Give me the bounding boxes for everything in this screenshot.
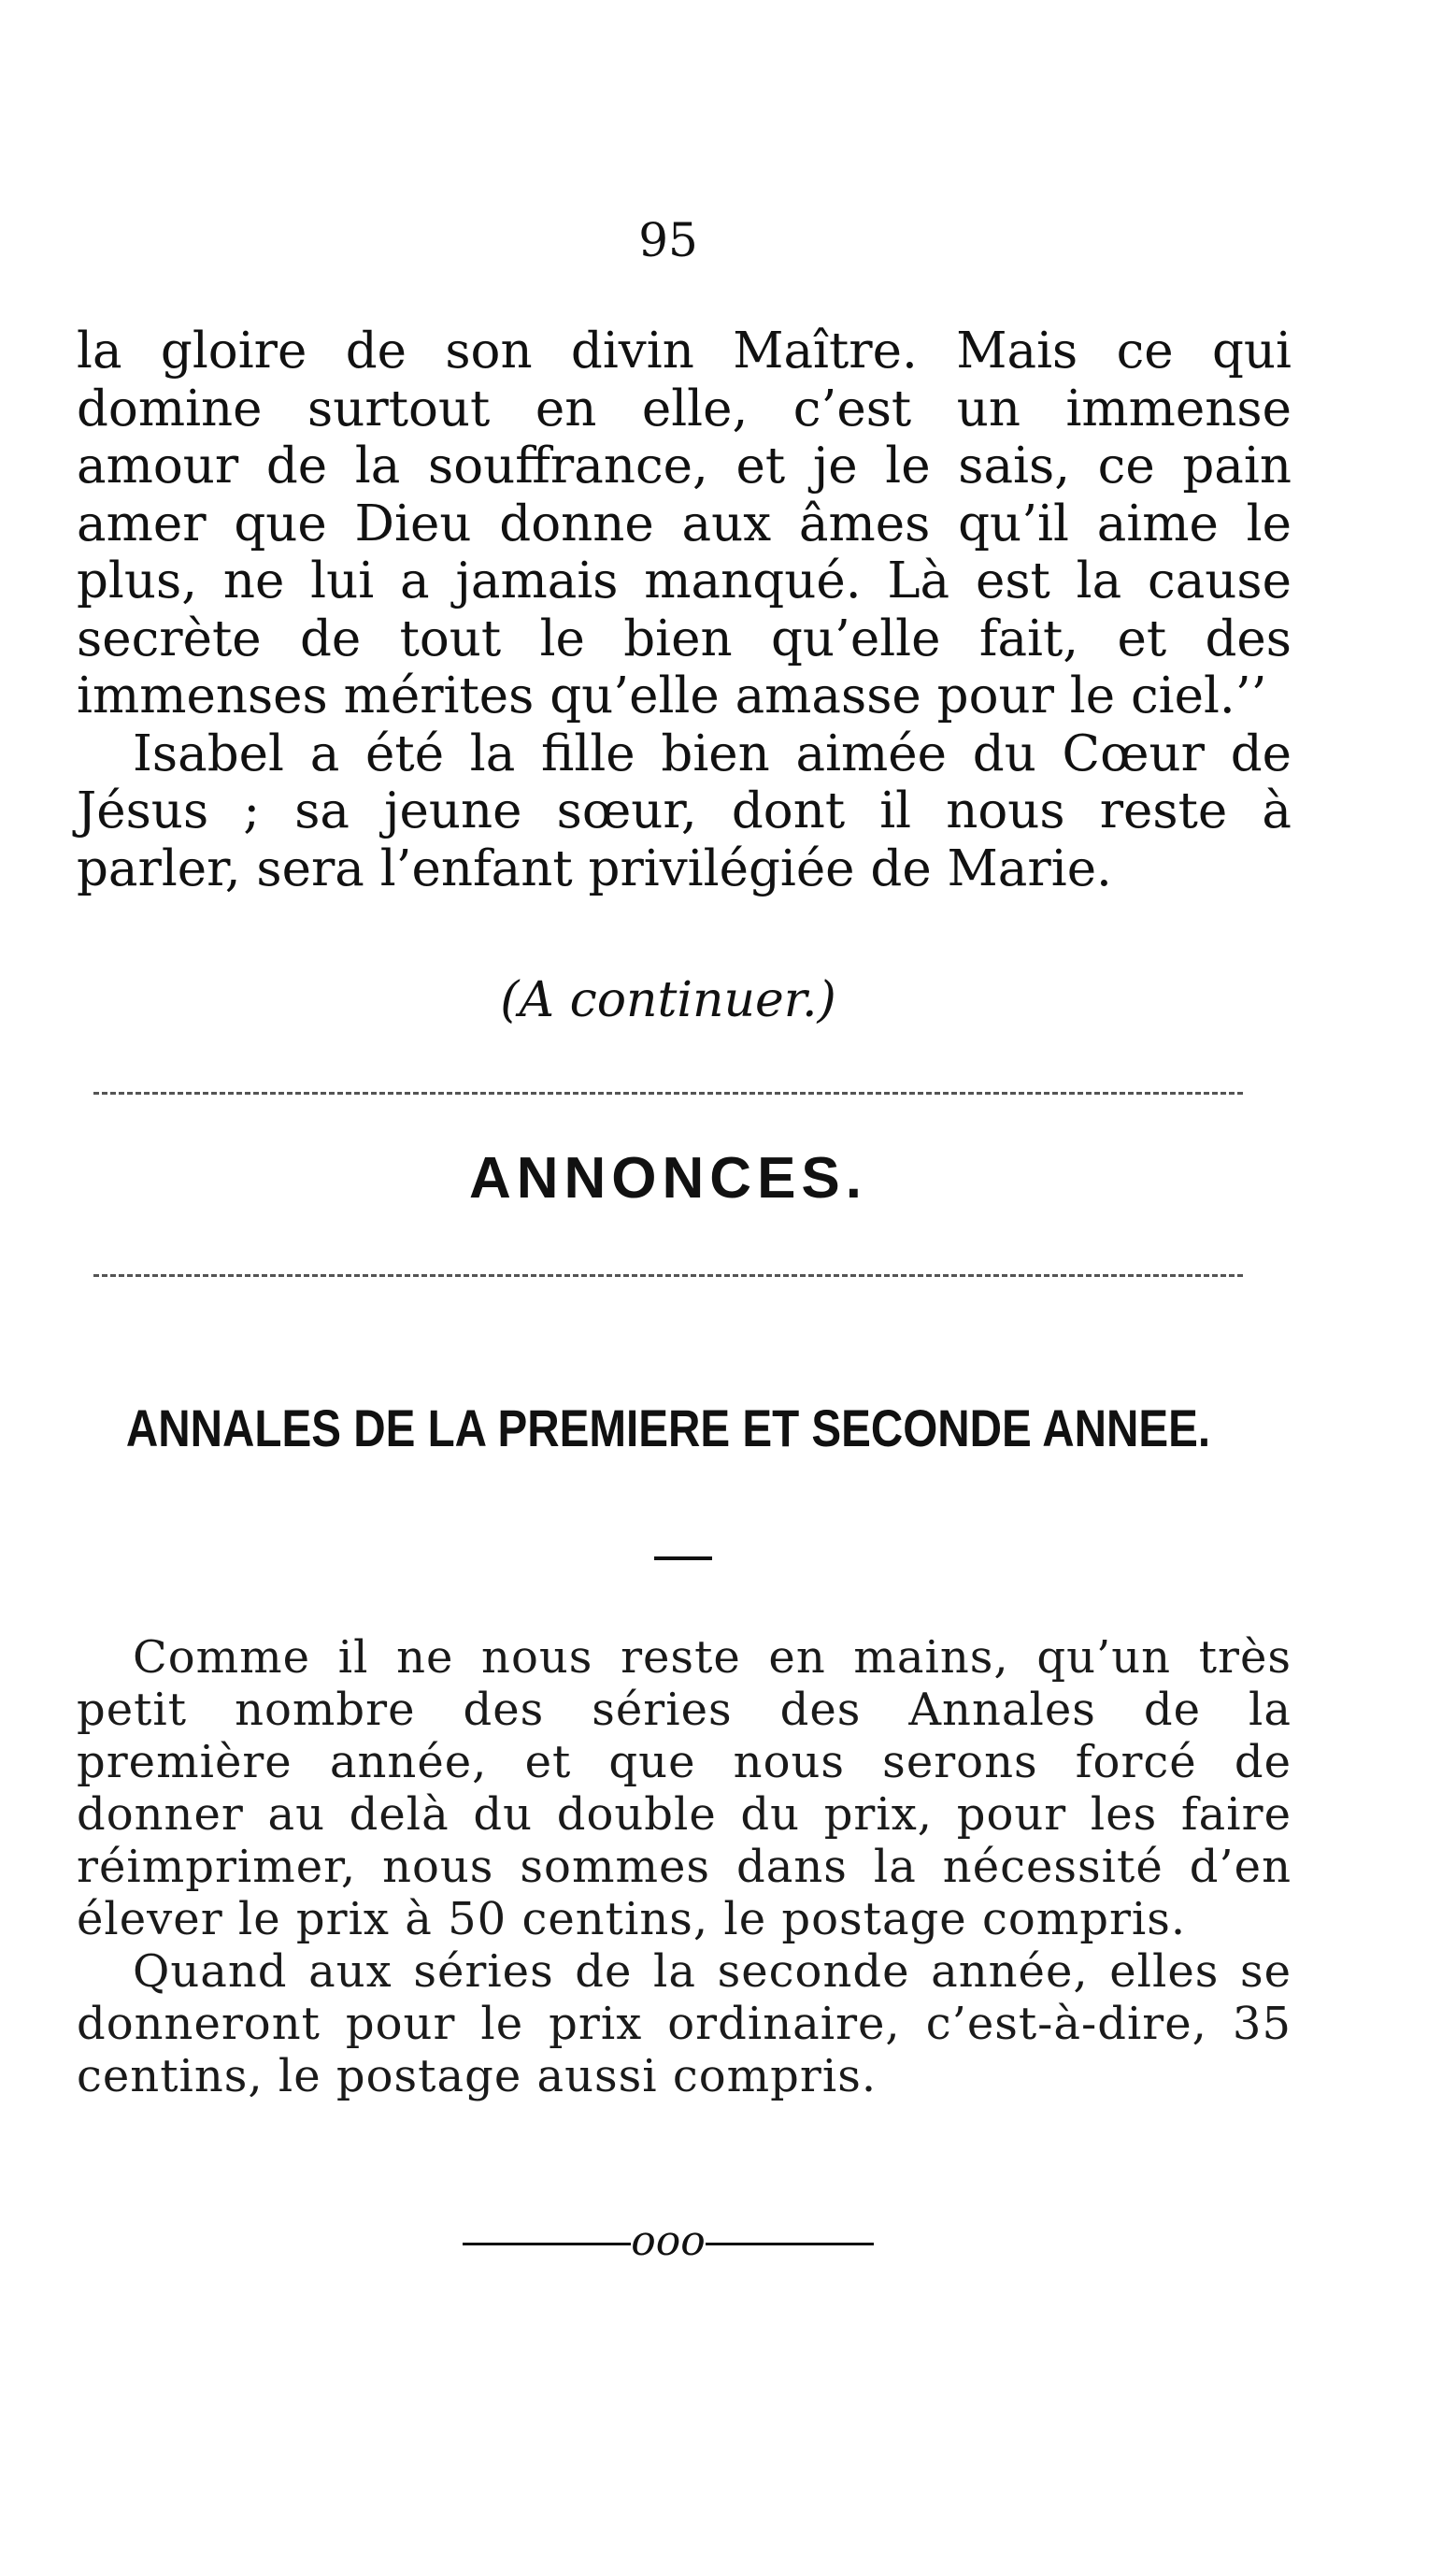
paragraph: Comme il ne nous reste en mains, qu’un très petit nombre des séries des Annales de la première année, et que nous serons forcé de donner au delà du double du prix, pour les faire réimprimer, nous sommes dans la nécessité d’en élever le prix à 50 centins, le postage compris. bbox=[77, 1631, 1292, 1945]
section-heading: ANNONCES. bbox=[468, 1146, 868, 1211]
ornament-line bbox=[463, 2243, 631, 2245]
announcement-body bbox=[77, 1631, 1292, 2102]
paragraph: Isabel a été la fille bien aimée du Cœur de Jésus ; sa jeune sœur, dont il nous reste à parler, sera l’enfant privilégiée de Marie. bbox=[77, 724, 1292, 897]
page-number: 95 bbox=[638, 213, 698, 267]
ornament-text: ooo bbox=[631, 2217, 706, 2265]
continuation-note: (A continuer.) bbox=[500, 972, 836, 1028]
divider bbox=[93, 1274, 1243, 1277]
divider bbox=[654, 1556, 712, 1560]
article-continuation bbox=[77, 323, 1292, 897]
divider bbox=[93, 1092, 1243, 1095]
ornament-line bbox=[706, 2243, 874, 2245]
announcement-title: ANNALES DE LA PREMIERE ET SECONDE ANNEE. bbox=[125, 1398, 1211, 1457]
end-ornament bbox=[0, 2217, 1336, 2265]
paragraph: Quand aux séries de la seconde année, elles se donneront pour le prix ordinaire, c’est-à-dire, 35 centins, le postage aussi compris. bbox=[77, 1945, 1292, 2102]
paragraph: la gloire de son divin Maître. Mais ce qui domine surtout en elle, c’est un immense amour de la souffrance, et je le sais, ce pain amer que Dieu donne aux âmes qu’il aime le plus, ne lui a jamais manqué. Là est la cause secrète de tout le bien qu’elle fait, et des immenses mérites qu’elle amasse pour le ciel.’’ bbox=[77, 323, 1292, 724]
